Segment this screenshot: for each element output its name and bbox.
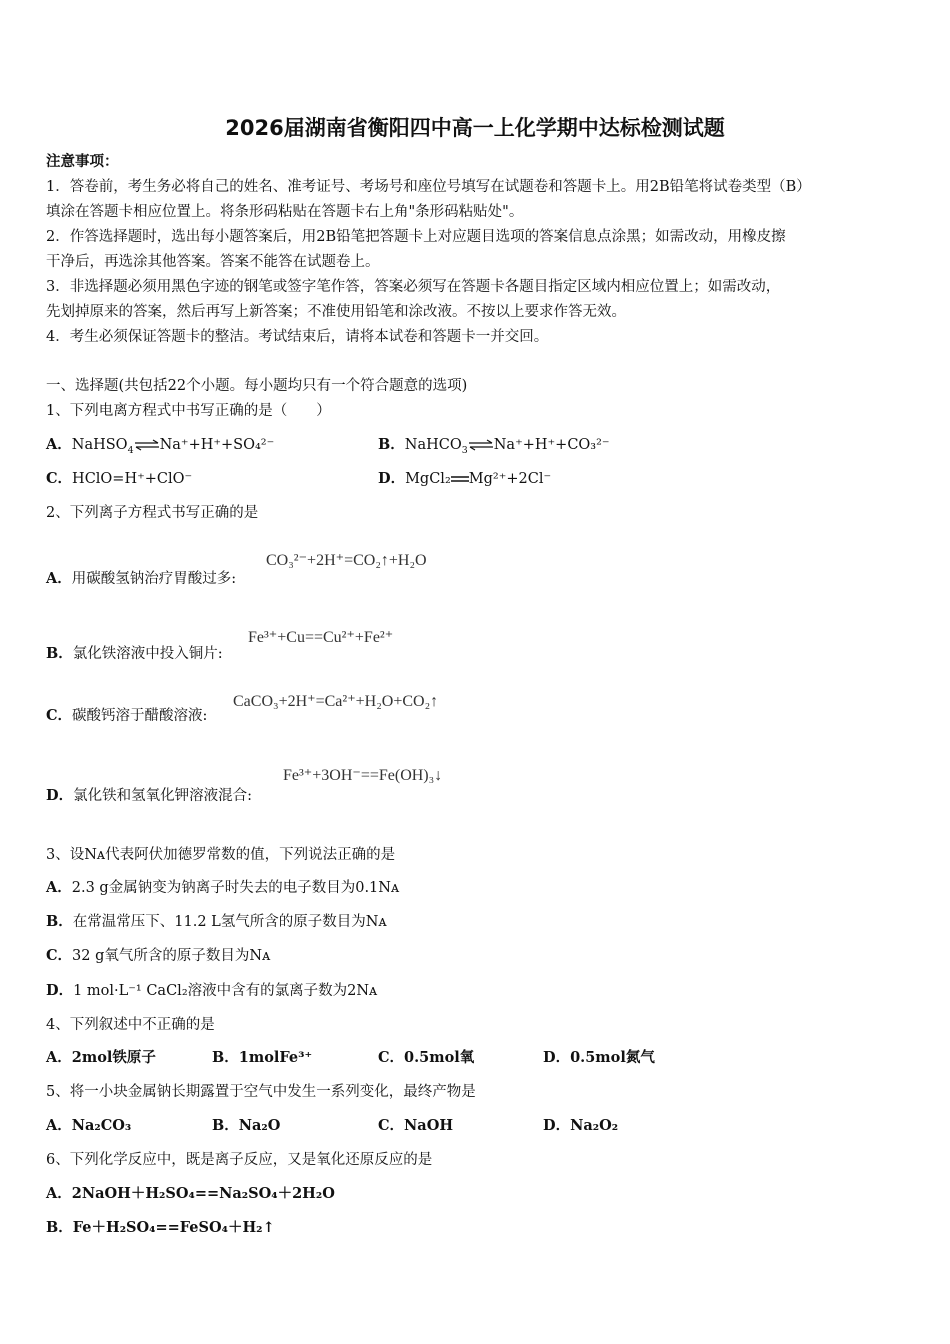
q5-option-b: B．Na₂O [212, 1117, 281, 1134]
q2-option-c: C．碳酸钙溶于醋酸溶液: [46, 707, 208, 724]
notice-line: 2．作答选择题时，选出每小题答案后，用2B铅笔把答题卡上对应题目选项的答案信息点涂黑；如需改动，用橡皮擦 [46, 229, 786, 245]
q5-option-a: A．Na₂CO₃ [46, 1117, 132, 1134]
q1-option-b: B．NaHCO$_3$ Na⁺+H⁺+CO₃²⁻ [378, 436, 610, 456]
q2-option-a: A．用碳酸氢钠治疗胃酸过多: [46, 570, 237, 587]
question-2-stem: 2、下列离子方程式书写正确的是 [46, 505, 259, 521]
page-title: 2026届湖南省衡阳四中高一上化学期中达标检测试题 [225, 116, 725, 140]
notice-line: 先划掉原来的答案，然后再写上新答案；不准使用铅笔和涂改液。不按以上要求作答无效。 [46, 304, 626, 320]
q2-equation-c: CaCO₃+2H⁺=Ca²⁺+H₂O+CO₂↑ [233, 693, 439, 710]
notice-heading: 注意事项： [46, 153, 119, 170]
equilibrium-arrow-icon [134, 439, 160, 451]
question-6-stem: 6、下列化学反应中，既是离子反应，又是氧化还原反应的是 [46, 1152, 433, 1168]
q4-option-c: C．0.5mol氧 [378, 1049, 475, 1066]
q2-option-d: D．氯化铁和氢氧化钾溶液混合: [46, 787, 252, 804]
q1-option-d: D．MgCl₂ Mg²⁺+2Cl⁻ [378, 470, 552, 487]
q3-option-a: A．2.3 g金属钠变为钠离子时失去的电子数目为0.1Nᴀ [46, 879, 400, 896]
q5-option-c: C．NaOH [378, 1117, 454, 1134]
q5-option-d: D．Na₂O₂ [543, 1117, 619, 1134]
q1-option-a: A．NaHSO$_4$ Na⁺+H⁺+SO₄²⁻ [46, 436, 275, 456]
notice-line: 干净后，再选涂其他答案。答案不能答在试题卷上。 [46, 254, 380, 270]
notice-line: 3．非选择题必须用黑色字迹的钢笔或签字笔作答，答案必须写在答题卡各题目指定区域内相应位置上；如需改动， [46, 279, 781, 295]
q3-option-c: C．32 g氧气所含的原子数目为Nᴀ [46, 947, 271, 964]
notice-line: 4．考生必须保证答题卡的整洁。考试结束后，请将本试卷和答题卡一并交回。 [46, 329, 549, 345]
q1-option-c: C．HClO=H⁺+ClO⁻ [46, 470, 193, 487]
q3-option-d: D．1 mol·L⁻¹ CaCl₂溶液中含有的氯离子数为2Nᴀ [46, 982, 378, 999]
q2-equation-b: Fe³⁺+Cu==Cu²⁺+Fe²⁺ [248, 629, 394, 646]
double-line-equals-icon [451, 474, 469, 484]
q4-option-b: B．1molFe³⁺ [212, 1049, 313, 1066]
equilibrium-arrow-icon [468, 439, 494, 451]
section-heading: 一、选择题(共包括22个小题。每小题均只有一个符合题意的选项) [46, 378, 468, 394]
question-5-stem: 5、将一小块金属钠长期露置于空气中发生一系列变化，最终产物是 [46, 1084, 476, 1100]
q2-equation-a: CO₃²⁻+2H⁺=CO₂↑+H₂O [266, 552, 427, 569]
q2-equation-d: Fe³⁺+3OH⁻==Fe(OH)₃↓ [283, 767, 443, 784]
q6-option-b: B．Fe＋H₂SO₄==FeSO₄＋H₂↑ [46, 1219, 275, 1236]
q3-option-b: B．在常温常压下、11.2 L氢气所含的原子数目为Nᴀ [46, 913, 387, 930]
q2-option-b: B．氯化铁溶液中投入铜片: [46, 645, 223, 662]
question-4-stem: 4、下列叙述中不正确的是 [46, 1017, 215, 1033]
notice-line: 1．答卷前，考生务必将自己的姓名、准考证号、考场号和座位号填写在试题卷和答题卡上。用2B铅笔将试卷类型（B） [46, 179, 811, 195]
question-1-stem: 1、下列电离方程式中书写正确的是（ ） [46, 403, 331, 419]
question-3-stem: 3、设Nᴀ代表阿伏加德罗常数的值，下列说法正确的是 [46, 847, 396, 863]
q4-option-a: A．2mol铁原子 [46, 1049, 156, 1066]
q6-option-a: A．2NaOH＋H₂SO₄==Na₂SO₄＋2H₂O [46, 1185, 335, 1202]
notice-line: 填涂在答题卡相应位置上。将条形码粘贴在答题卡右上角"条形码粘贴处"。 [46, 204, 524, 220]
q4-option-d: D．0.5mol氮气 [543, 1049, 655, 1066]
